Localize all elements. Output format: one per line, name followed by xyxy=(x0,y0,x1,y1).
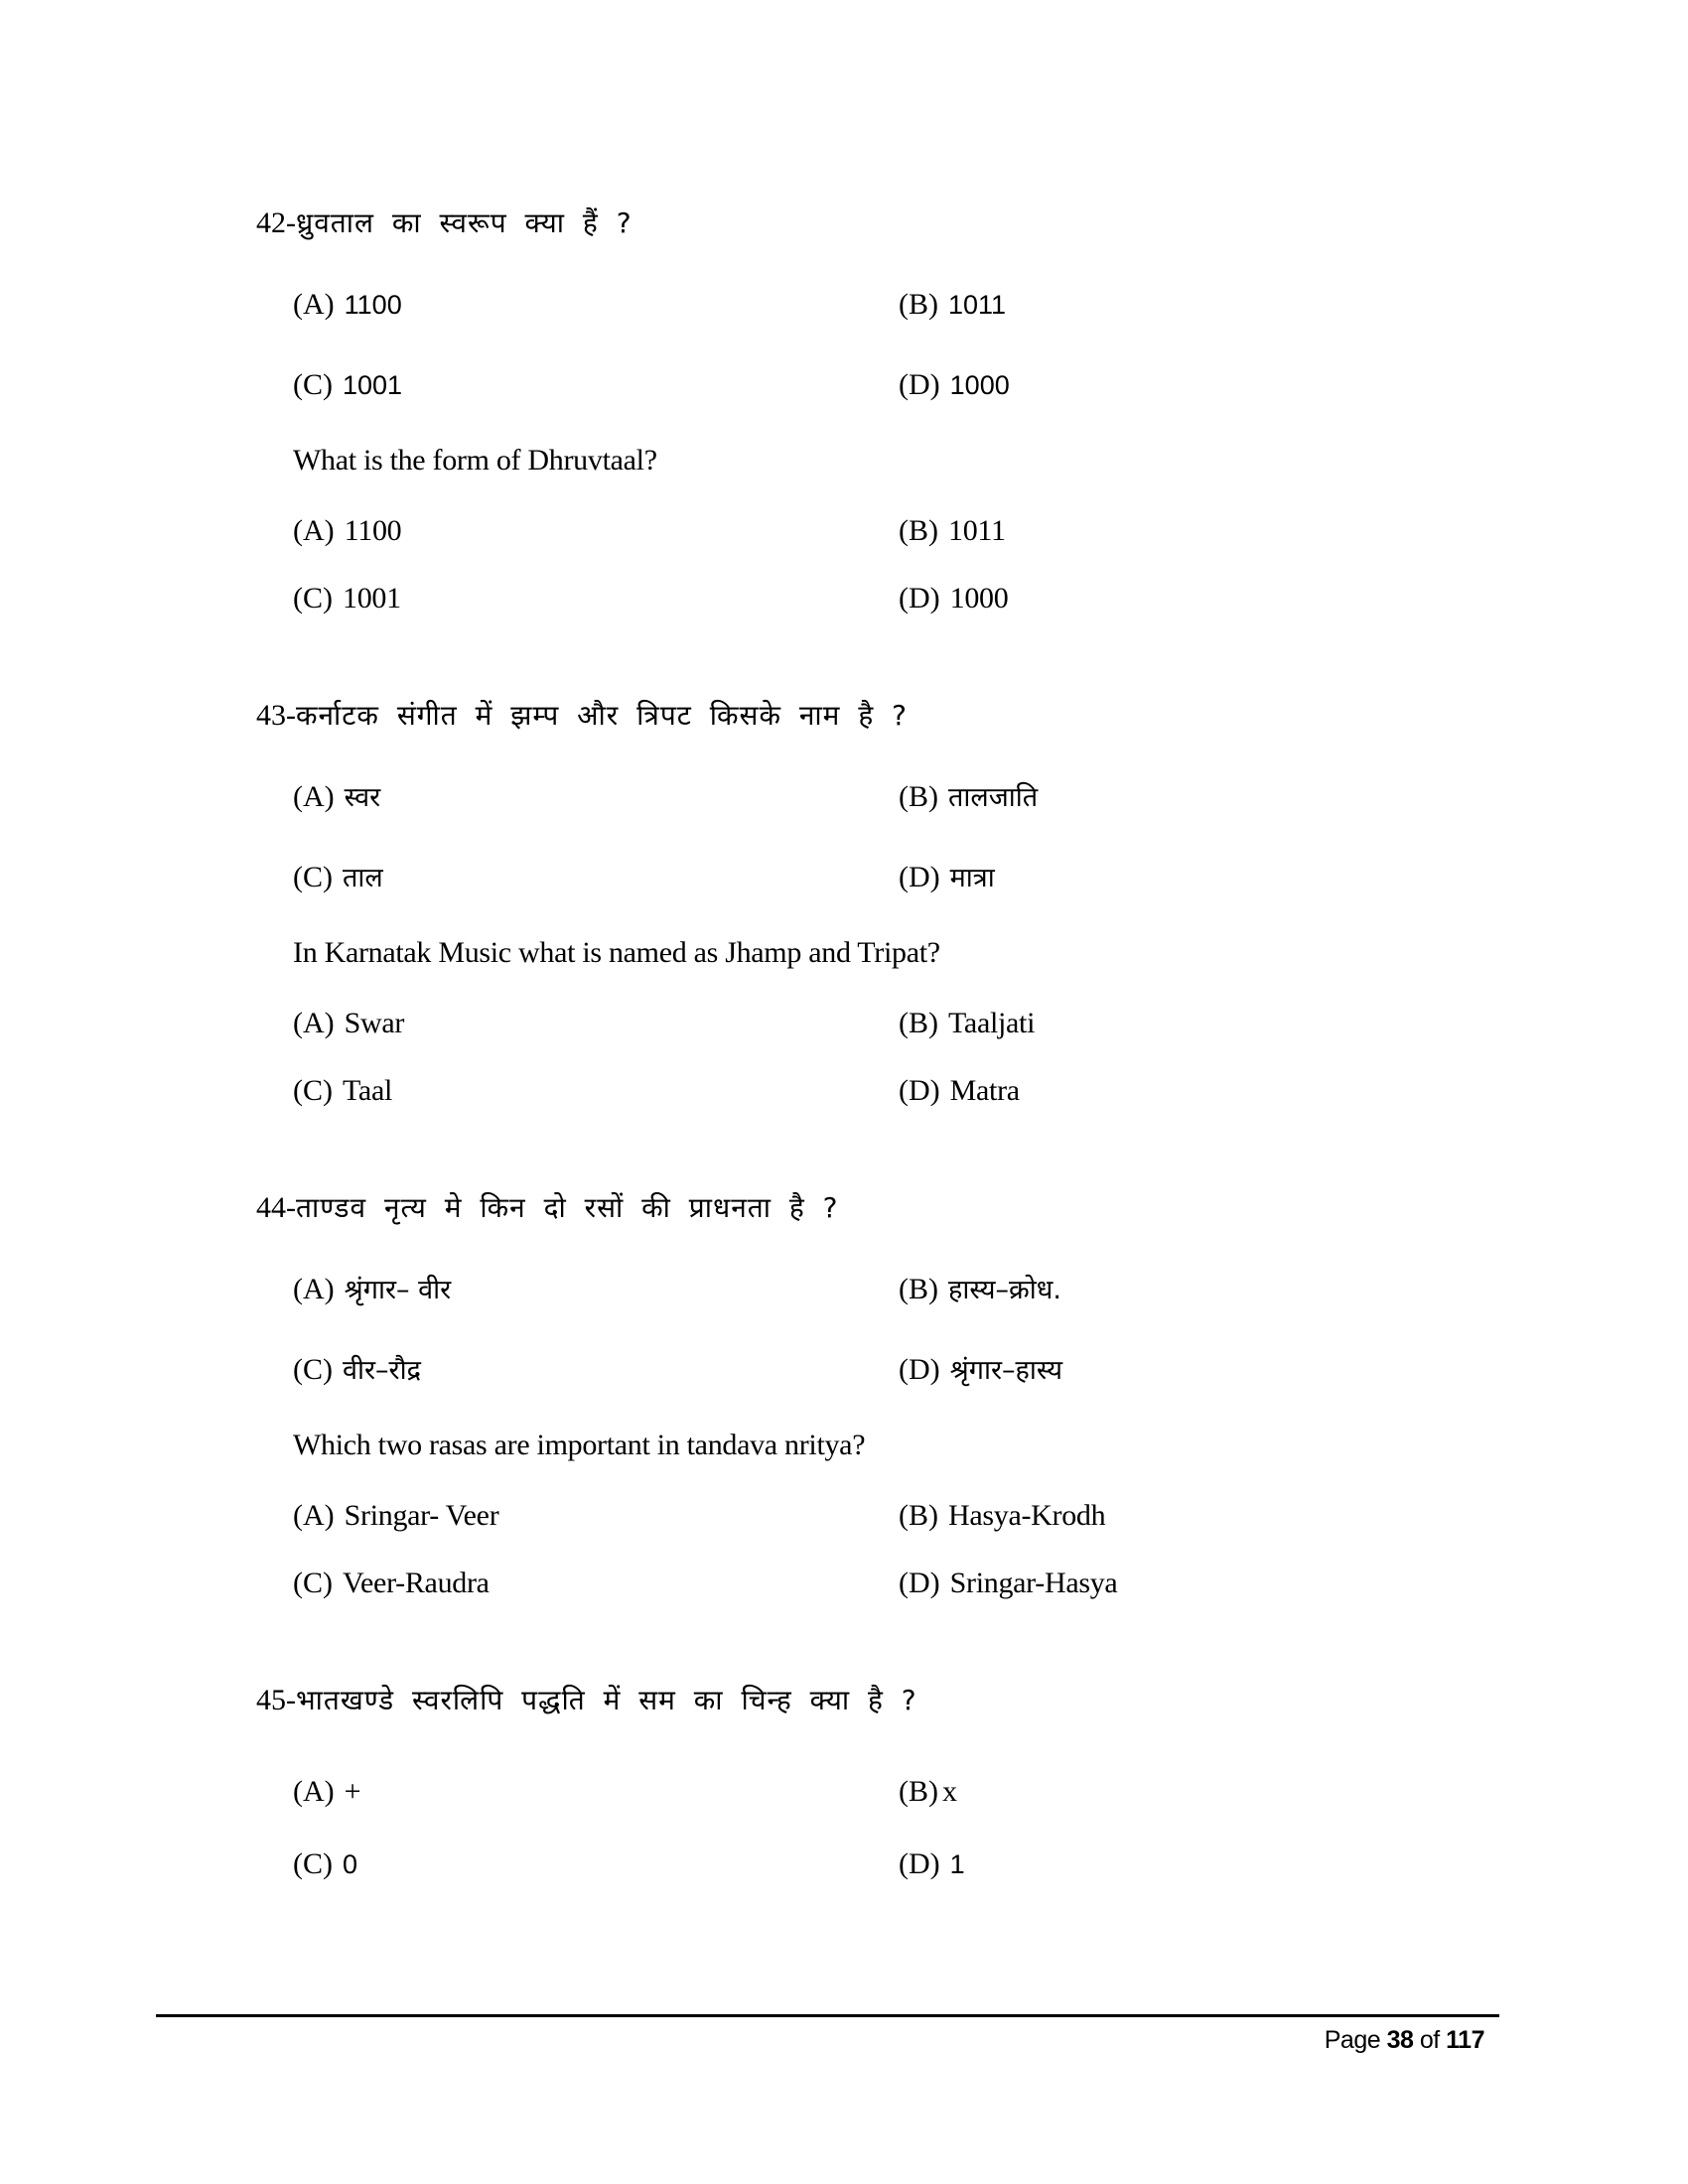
option-text: हास्य–क्रोध. xyxy=(948,1275,1061,1305)
option-text: x xyxy=(942,1775,957,1808)
option-text: Taaljati xyxy=(948,1007,1036,1039)
option-label: (C) xyxy=(293,1847,333,1880)
question-44 xyxy=(0,985,1688,1599)
option-text: 1100 xyxy=(344,290,402,320)
question-number: 44- xyxy=(256,1191,296,1224)
option-label: (C) xyxy=(293,1353,333,1386)
page-number xyxy=(1325,2025,1484,2055)
option-b-hindi xyxy=(899,1275,1061,1304)
option-text: तालजाति xyxy=(948,782,1039,813)
option-c-hindi xyxy=(293,1849,357,1879)
option-b-hindi xyxy=(899,290,1006,320)
option-label: (B) xyxy=(899,1775,938,1808)
question-text-english: In Karnatak Music what is named as Jhamp and Tripat? xyxy=(293,936,940,969)
option-a-hindi xyxy=(293,290,402,320)
option-label: (C) xyxy=(293,1567,333,1599)
option-d-hindi xyxy=(899,370,1010,400)
option-text: 1 xyxy=(949,1849,965,1879)
option-text: वीर–रौद्र xyxy=(343,1355,421,1386)
option-a-hindi xyxy=(293,1275,451,1304)
page-word: Page xyxy=(1324,2026,1381,2054)
total-pages: 117 xyxy=(1446,2026,1484,2054)
current-page: 38 xyxy=(1386,2026,1414,2054)
option-text: Hasya-Krodh xyxy=(948,1499,1106,1532)
question-text-english: Which two rasas are important in tandava nritya? xyxy=(293,1429,866,1461)
footer-divider xyxy=(156,2014,1499,2017)
option-c-hindi xyxy=(293,863,383,892)
option-text: Sringar- Veer xyxy=(344,1499,499,1532)
option-label: (A) xyxy=(293,514,335,547)
option-d-hindi xyxy=(899,1849,965,1879)
option-label: (D) xyxy=(899,368,940,401)
option-label: (D) xyxy=(899,1353,940,1386)
question-text-hindi: ध्रुवताल का स्वरूप क्या हैं ? xyxy=(296,206,633,239)
option-text: 1000 xyxy=(949,370,1010,400)
option-label: (B) xyxy=(899,1007,938,1039)
option-label: (A) xyxy=(293,288,335,321)
option-c-hindi xyxy=(293,1355,421,1385)
question-text-hindi: कर्नाटक संगीत में झम्प और त्रिपट किसके नाम है ? xyxy=(296,699,908,732)
option-text: 1000 xyxy=(949,582,1009,614)
question-heading-hindi xyxy=(256,1193,839,1223)
question-heading-hindi xyxy=(256,1686,917,1715)
option-text: + xyxy=(344,1775,361,1808)
question-number: 42- xyxy=(256,206,296,239)
option-label: (C) xyxy=(293,368,333,401)
option-label: (B) xyxy=(899,1499,938,1532)
option-text: 1011 xyxy=(948,290,1007,320)
option-label: (B) xyxy=(899,288,938,321)
option-label: (B) xyxy=(899,780,938,813)
option-label: (A) xyxy=(293,1775,335,1808)
option-text: श्रृंगार– वीर xyxy=(344,1275,452,1305)
question-heading-hindi xyxy=(256,208,633,238)
option-text: स्वर xyxy=(344,782,381,813)
option-text: 1001 xyxy=(343,370,403,400)
option-a-hindi xyxy=(293,1777,360,1807)
question-heading-hindi xyxy=(256,701,908,731)
option-label: (A) xyxy=(293,1273,335,1305)
option-text: ताल xyxy=(343,863,383,893)
option-text: Swar xyxy=(344,1007,405,1039)
option-label: (D) xyxy=(899,1847,940,1880)
option-text: मात्रा xyxy=(949,863,995,893)
option-label: (B) xyxy=(899,514,938,547)
option-a-hindi xyxy=(293,782,380,812)
option-c-hindi xyxy=(293,370,402,400)
question-number: 45- xyxy=(256,1684,296,1716)
option-label: (C) xyxy=(293,582,333,614)
question-43 xyxy=(0,492,1688,1107)
option-label: (D) xyxy=(899,582,940,614)
option-label: (A) xyxy=(293,1499,335,1532)
option-text: Sringar-Hasya xyxy=(949,1567,1118,1599)
option-d-hindi xyxy=(899,1355,1062,1385)
option-text: श्रृंगार–हास्य xyxy=(949,1355,1063,1386)
option-text: 1011 xyxy=(948,514,1006,547)
option-label: (C) xyxy=(293,1074,333,1107)
option-label: (D) xyxy=(899,1074,940,1107)
option-text: 1100 xyxy=(344,514,402,547)
question-42 xyxy=(0,0,1688,614)
question-text-hindi: ताण्डव नृत्य मे किन दो रसों की प्राधनता है ? xyxy=(296,1191,839,1224)
option-label: (B) xyxy=(899,1273,938,1305)
question-text-hindi: भातखण्डे स्वरलिपि पद्धति में सम का चिन्ह क्या है ? xyxy=(296,1684,917,1716)
option-d-hindi xyxy=(899,863,995,892)
option-b-hindi xyxy=(899,1777,957,1807)
question-number: 43- xyxy=(256,699,296,732)
option-label: (C) xyxy=(293,861,333,893)
option-text: 0 xyxy=(343,1849,358,1879)
option-text: 1001 xyxy=(343,582,401,614)
of-word: of xyxy=(1419,2026,1440,2054)
question-text-english: What is the form of Dhruvtaal? xyxy=(293,444,657,477)
question-45 xyxy=(0,1477,1688,1970)
option-text: Taal xyxy=(343,1074,392,1107)
option-label: (D) xyxy=(899,861,940,893)
option-text: Matra xyxy=(949,1074,1020,1107)
option-label: (A) xyxy=(293,1007,335,1039)
option-b-hindi xyxy=(899,782,1038,812)
option-label: (A) xyxy=(293,780,335,813)
option-text: Veer-Raudra xyxy=(343,1567,490,1599)
option-label: (D) xyxy=(899,1567,940,1599)
